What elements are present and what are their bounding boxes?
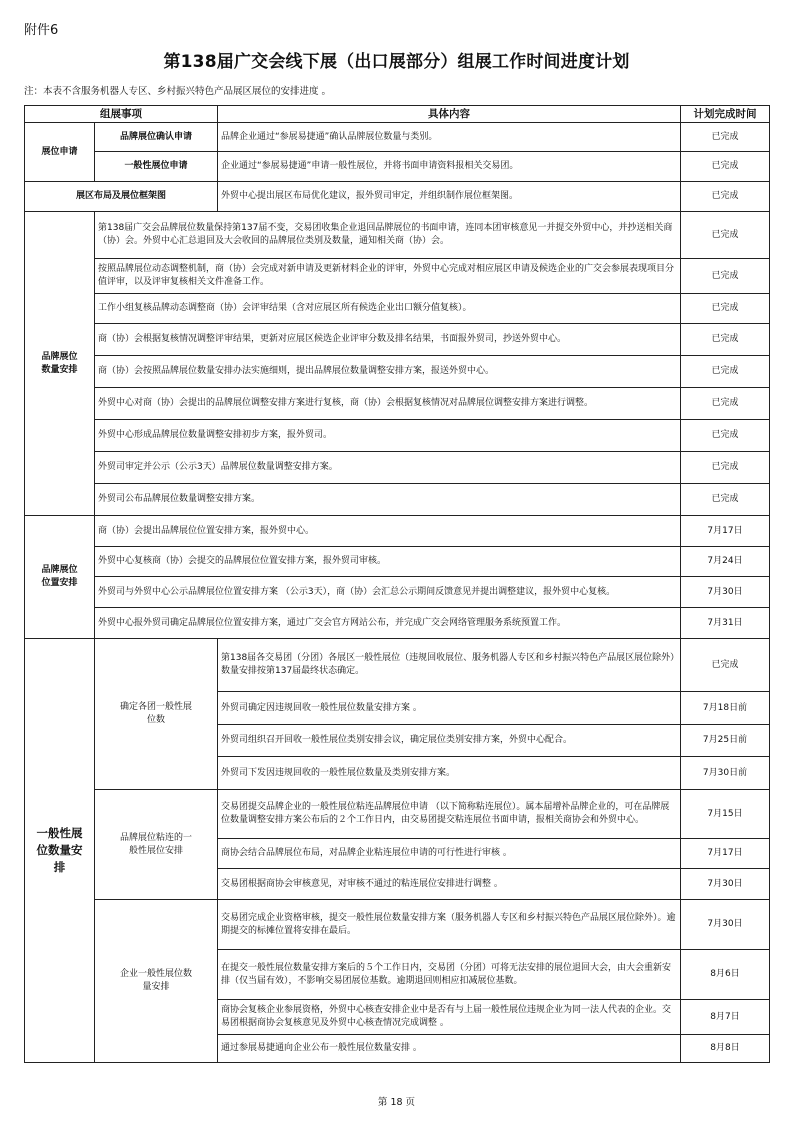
row-deadline: 已完成	[681, 212, 770, 259]
page-title: 第138届广交会线下展（出口展部分）组展工作时间进度计划	[163, 52, 630, 72]
row-content: 外贸中心对商（协）会提出的品牌展位调整安排方案进行复核，商（协）会根据复核情况对品牌展位调整安排方案进行调整。	[95, 388, 681, 420]
schedule-table	[24, 105, 770, 1063]
row-deadline: 已完成	[681, 420, 770, 452]
row-content: 外贸司与外贸中心公示品牌展位位置安排方案 （公示3天），商（协）会汇总公示期间反馈意见并提出调整建议，报外贸中心复核。	[95, 577, 681, 608]
group-brand-qty: 品牌展位 数量安排	[25, 212, 95, 516]
row-deadline: 已完成	[681, 484, 770, 516]
page-number: 第 18 页	[377, 1097, 416, 1108]
row-content: 商协会结合品牌展位布局，对品牌企业粘连展位申请的可行性进行审核 。	[218, 839, 681, 869]
row-content: 外贸中心形成品牌展位数量调整安排初步方案，报外贸司。	[95, 420, 681, 452]
row-content: 外贸司组织召开回收一般性展位类别安排会议，确定展位类别安排方案，外贸中心配合。	[218, 725, 681, 757]
row-content: 通过参展易捷通向企业公布一般性展位数量安排 。	[218, 1035, 681, 1063]
row-deadline: 已完成	[681, 639, 770, 692]
row-content: 商（协）会按照品牌展位数量安排办法实施细则，提出品牌展位数量调整安排方案，报送外贸中心。	[95, 356, 681, 388]
row-deadline: 已完成	[681, 452, 770, 484]
sub-determine: 确定各团一般性展 位数	[95, 639, 218, 790]
sub-general-apply: 一般性展位申请	[95, 152, 218, 182]
row-content: 交易团提交品牌企业的一般性展位粘连品牌展位申请 （以下简称粘连展位）。属本届增补品牌企业的，可在品牌展位数量调整安排方案公布后的２个工作日内，由交易团提交粘连展位书面申请，报相关商协会和外贸中心。	[218, 790, 681, 839]
row-deadline: 8月7日	[681, 1000, 770, 1035]
row-content: 交易团根据商协会审核意见，对审核不通过的粘连展位安排进行调整 。	[218, 869, 681, 900]
row-deadline: 已完成	[681, 324, 770, 356]
table-note: 注：本表不含服务机器人专区、乡村振兴特色产品展区展位的安排进度 。	[24, 86, 332, 97]
header-item: 组展事项	[25, 106, 218, 123]
row-deadline: 已完成	[681, 294, 770, 324]
row-deadline: 7月30日前	[681, 757, 770, 790]
header-deadline: 计划完成时间	[681, 106, 770, 123]
row-content: 工作小组复核品牌动态调整商（协）会评审结果（含对应展区所有候选企业出口额分值复核）。	[95, 294, 681, 324]
row-deadline: 8月8日	[681, 1035, 770, 1063]
row-content: 交易团完成企业资格审核，提交一般性展位数量安排方案（服务机器人专区和乡村振兴特色产品展区展位除外）。逾期提交的标摊位置将安排在最后。	[218, 900, 681, 950]
row-content: 品牌企业通过“参展易捷通”确认品牌展位数量与类别。	[218, 123, 681, 152]
row-deadline: 7月24日	[681, 547, 770, 577]
row-content: 商协会复核企业参展资格，外贸中心核查安排企业中是否有与上届一般性展位违规企业为同一法人代表的企业。交易团根据商协会复核意见及外贸中心核查情况完成调整 。	[218, 1000, 681, 1035]
row-content: 在提交一般性展位数量安排方案后的５个工作日内，交易团（分团）可将无法安排的展位退回大会，由大会重新安排（仅当届有效），不影响交易团展位基数。逾期退回则相应扣减展位基数。	[218, 950, 681, 1000]
row-content: 第138届各交易团（分团）各展区一般性展位（违规回收展位、服务机器人专区和乡村振兴特色产品展区展位除外）数量安排按第137届最终状态确定。	[218, 639, 681, 692]
row-deadline: 7月31日	[681, 608, 770, 639]
row-content: 按照品牌展位动态调整机制，商（协）会完成对新申请及更新材料企业的评审，外贸中心完成对相应展区申请及候选企业的广交会参展表现项目分值评审，以及评审复核相关文件准备工作。	[95, 259, 681, 294]
attachment-label: 附件6	[24, 23, 59, 38]
row-deadline: 已完成	[681, 259, 770, 294]
row-content: 外贸司审定并公示（公示3天）品牌展位数量调整安排方案。	[95, 452, 681, 484]
row-deadline: 7月17日	[681, 516, 770, 547]
row-deadline: 7月15日	[681, 790, 770, 839]
row-deadline: 7月30日	[681, 869, 770, 900]
sub-brand-confirm: 品牌展位确认申请	[95, 123, 218, 152]
row-content: 外贸司确定因违规回收一般性展位数量安排方案 。	[218, 692, 681, 725]
row-content: 第138届广交会品牌展位数量保持第137届不变，交易团收集企业退回品牌展位的书面申请，连同本团审核意见一并提交外贸中心，并抄送相关商（协）会。外贸中心汇总退回及大会收回的品牌展位类别及数量，通知相关商（协）会。	[95, 212, 681, 259]
row-deadline: 已完成	[681, 123, 770, 152]
row-deadline: 8月6日	[681, 950, 770, 1000]
row-content: 外贸中心报外贸司确定品牌展位位置安排方案，通过广交会官方网站公布，并完成广交会网络管理服务系统预置工作。	[95, 608, 681, 639]
group-booth-apply: 展位申请	[25, 123, 95, 182]
group-layout: 展区布局及展位框架图	[25, 182, 218, 212]
row-deadline: 已完成	[681, 182, 770, 212]
row-content: 外贸司下发因违规回收的一般性展位数量及类别安排方案。	[218, 757, 681, 790]
group-brand-pos: 品牌展位 位置安排	[25, 516, 95, 639]
row-content: 外贸司公布品牌展位数量调整安排方案。	[95, 484, 681, 516]
row-deadline: 已完成	[681, 152, 770, 182]
row-content: 外贸中心提出展区布局优化建议，报外贸司审定，并组织制作展位框架图。	[218, 182, 681, 212]
row-deadline: 7月17日	[681, 839, 770, 869]
row-deadline: 7月30日	[681, 577, 770, 608]
group-general-qty: 一般性展 位数量安 排	[25, 639, 95, 1063]
row-content: 商（协）会根据复核情况调整评审结果，更新对应展区候选企业评审分数及排名结果，书面报外贸司，抄送外贸中心。	[95, 324, 681, 356]
row-deadline: 已完成	[681, 356, 770, 388]
header-content: 具体内容	[218, 106, 681, 123]
row-deadline: 7月25日前	[681, 725, 770, 757]
row-content: 商（协）会提出品牌展位位置安排方案，报外贸中心。	[95, 516, 681, 547]
sub-adjacent: 品牌展位粘连的一 般性展位安排	[95, 790, 218, 900]
row-content: 企业通过“参展易捷通”申请一般性展位，并将书面申请资料报相关交易团。	[218, 152, 681, 182]
sub-enterprise: 企业一般性展位数 量安排	[95, 900, 218, 1063]
row-deadline: 7月18日前	[681, 692, 770, 725]
row-content: 外贸中心复核商（协）会提交的品牌展位位置安排方案，报外贸司审核。	[95, 547, 681, 577]
row-deadline: 已完成	[681, 388, 770, 420]
row-deadline: 7月30日	[681, 900, 770, 950]
